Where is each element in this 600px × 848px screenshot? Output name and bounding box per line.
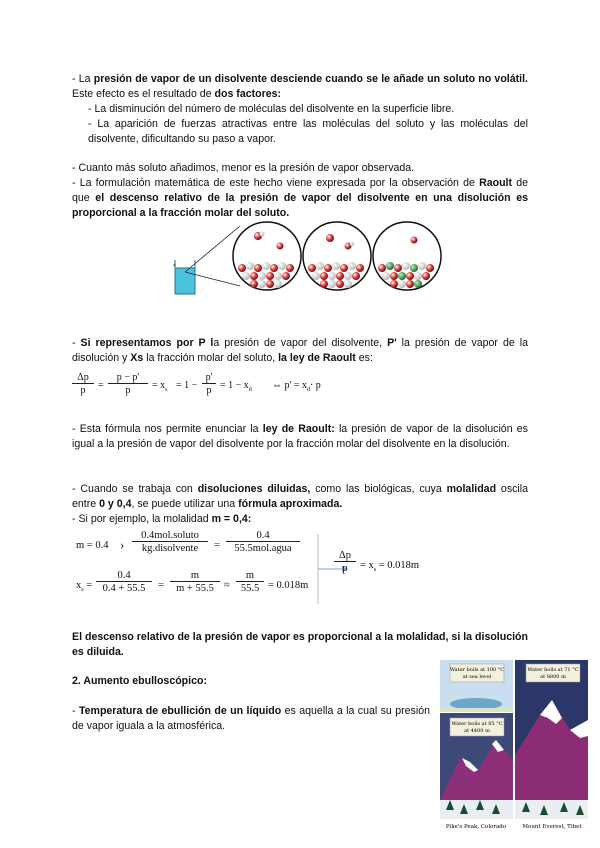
caption-pikes-peak: Pike's Peak, Colorado [445, 824, 507, 830]
text: oscila entre [72, 483, 529, 510]
svg-text:*: * [173, 263, 176, 270]
text: es aquella a la cual su presión de vapor iguala a la atmosférica. [72, 705, 430, 732]
denominator: m + 55.5 [170, 581, 220, 594]
molecule-circle-2 [303, 222, 371, 290]
text: - Esta fórmula nos permite enunciar la [72, 423, 263, 435]
text: x [76, 580, 82, 591]
text: la presión de vapor de la disolución es igual a la presión de vapor del disolvente por la fracción molar del disolvente en la disolución. [72, 423, 528, 450]
denominator: p [72, 383, 94, 396]
section-heading: 2. Aumento ebulloscópico: [72, 675, 207, 687]
result-xs [360, 560, 419, 573]
label-everest: Water boils at 71 °C [527, 667, 579, 673]
xs-label: $x_s$ = [76, 580, 93, 594]
numerator: 0.4mol.soluto [141, 530, 199, 541]
bold-text: el descenso relativo de la presión de vapor del disolvente en una disolución es proporcional a la fracción molar del soluto. [72, 192, 528, 219]
text: - La formulación matemática de este hecho viene expresada por la observación de [72, 177, 480, 189]
equals: = [158, 580, 164, 591]
equals: = [98, 380, 104, 391]
fraction-mol-kg [132, 530, 208, 554]
fraction-dp-p [72, 372, 94, 396]
fraction-m-sum [170, 570, 220, 594]
bold-text: la ley de Raoult [278, 352, 356, 364]
text: como las biológicas, cuya [310, 483, 447, 495]
numerator: Δp [77, 372, 89, 383]
label-sea-level: Water boils at 100 °C [449, 667, 505, 673]
denominator: kg.disolvente [132, 541, 208, 554]
paragraph-more-solute: - Cuanto más soluto añadimos, menor es la presión de vapor observada. [72, 162, 415, 174]
text: - Cuando se trabaja con [72, 483, 198, 495]
result: = 0.018m [268, 580, 309, 591]
bold-text: ley de Raoult: [262, 423, 335, 435]
bold-text: P' [387, 337, 397, 349]
fraction-dp-p-2 [334, 550, 356, 574]
paragraph-example [72, 512, 528, 527]
equals: = [214, 540, 220, 551]
bold-text: presión de vapor de un disolvente desciende cuando se le añade un soluto no volátil. [93, 73, 528, 85]
bold-text: dos factores: [214, 88, 282, 100]
bold-text: molalidad [446, 483, 497, 495]
bold-text: m = 0,4: [211, 513, 252, 525]
text: - Si por ejemplo, la molalidad [72, 513, 212, 525]
raoult-equation [72, 372, 412, 412]
text: la presión de vapor de la disolución y [72, 337, 528, 364]
text: , se puede utilizar una [131, 498, 239, 510]
factor-item-1: - La disminución del número de moléculas del disolvente en la superficie libre. [88, 103, 455, 115]
m-equals: m = 0.4 [76, 540, 109, 551]
subscript: d [306, 387, 310, 393]
text: la fracción molar del soluto, [143, 352, 279, 364]
paragraph-law-statement [72, 422, 528, 452]
fraction-04-sum [96, 570, 152, 594]
bold-text: disoluciones diluidas, [197, 483, 311, 495]
text: ⇔ p' = x [272, 380, 307, 391]
conclusion: El descenso relativo de la presión de vapor es proporcional a la molalidad, si la disolución es diluida. [72, 631, 528, 658]
bold-text: Temperatura de ebullición de un líquido [78, 705, 282, 717]
text: es: [355, 352, 373, 364]
arrow-symbol: › [120, 537, 125, 552]
text: = 1 − x [220, 380, 249, 391]
subscript: s [165, 387, 168, 393]
denominator: 55.5 [236, 581, 264, 594]
paragraph-boiling-temp [72, 704, 430, 734]
molecule-circle-3 [373, 222, 441, 290]
approx-symbol: ≈ [224, 580, 230, 591]
fraction-m-555 [236, 570, 264, 594]
fraction-mol-agua [226, 530, 300, 554]
numerator: p − p' [116, 372, 140, 383]
text: = 0.018m [376, 560, 420, 571]
numerator: Δp [338, 550, 351, 561]
equals-one-minus: = 1 − [176, 380, 198, 391]
bold-text: Raoult [479, 177, 513, 189]
caption-everest: Mount Everest, Tibet [522, 824, 582, 830]
paragraph-dilute [72, 482, 528, 512]
subscript: s [81, 587, 84, 594]
text: a presión de vapor del disolvente, [213, 337, 388, 349]
numerator: p' [205, 372, 213, 383]
tail-one-minus-xd [220, 380, 252, 393]
label-pikes: Water boils at 85 °C [451, 721, 503, 727]
text: Este efecto es el resultado de [72, 88, 215, 100]
label-pikes-sub: at 4400 m [464, 728, 490, 734]
text: = x [360, 560, 374, 571]
paragraph-raoult [72, 176, 528, 221]
iff-pp-equals [272, 380, 321, 393]
text: - [72, 337, 81, 349]
vapor-pressure-illustration [170, 216, 530, 298]
molecule-circle-1 [233, 222, 301, 290]
approx-equation-block [72, 530, 492, 610]
paragraph-intro [72, 72, 528, 102]
equals-xs [152, 380, 167, 393]
subscript: s [373, 567, 377, 574]
denominator: p [202, 383, 216, 396]
text: de que [72, 177, 528, 204]
boiling-altitude-illustration [440, 660, 588, 832]
numerator: 0.4 [117, 570, 131, 581]
label-everest-sub: at 8800 m [540, 674, 566, 680]
bold-text: 0 y 0,4 [99, 498, 132, 510]
denominator: 0.4 + 55.5 [96, 581, 152, 594]
numerator: 0.4 [256, 530, 270, 541]
label-sea-level-sub: at sea level [462, 674, 492, 680]
numerator: m [190, 570, 200, 581]
numerator: m [245, 570, 255, 581]
beaker-icon [173, 260, 195, 294]
bold-text: fórmula aproximada. [238, 498, 343, 510]
subscript: d [248, 387, 252, 393]
text: = x [152, 380, 166, 391]
bold-text: Si representamos por P l [80, 337, 214, 349]
denominator: 55.5mol.agua [226, 541, 300, 554]
denominator: p [108, 383, 148, 396]
text: - La [72, 73, 94, 85]
denominator: p [334, 561, 356, 574]
fraction-pp-p [202, 372, 216, 396]
factor-item-2: - La aparición de fuerzas atractivas entre las moléculas del soluto y las moléculas del disolvente, dificultando su paso a vapor. [88, 118, 528, 145]
paragraph-definitions [72, 336, 528, 366]
fraction-p-minus-pp [108, 372, 148, 396]
text: · p [309, 380, 321, 391]
bold-text: Xs [130, 352, 144, 364]
text: - [72, 705, 79, 717]
